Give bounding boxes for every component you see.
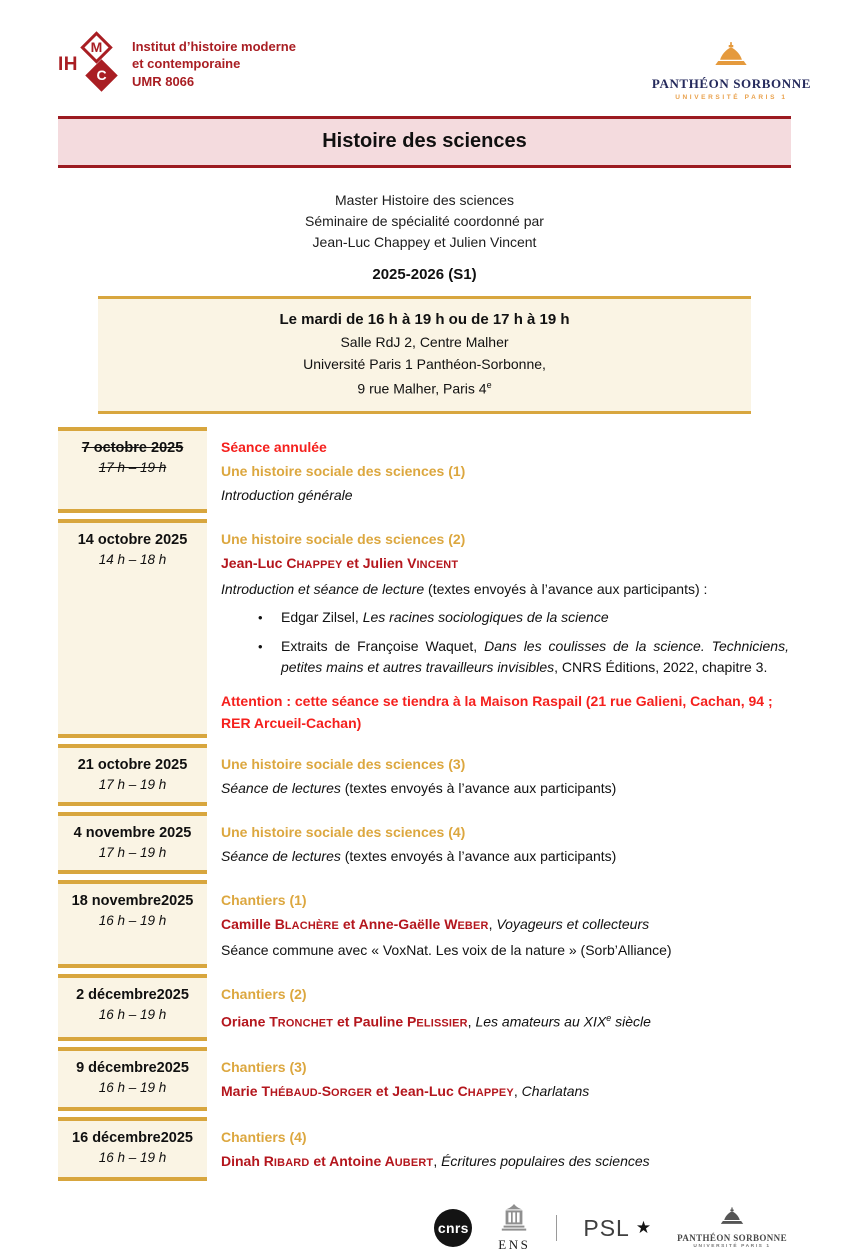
- session-line: [221, 485, 789, 506]
- cnrs-logo: cnrs: [434, 1209, 472, 1247]
- session-line: [221, 529, 789, 550]
- text-segment: Une histoire sociale des sciences (1): [221, 463, 466, 480]
- session-date-cell: [58, 880, 207, 968]
- text-segment: Introduction générale: [221, 487, 353, 504]
- session-row: [58, 812, 791, 874]
- session-row: [58, 427, 791, 513]
- sorbonne-subtitle: UNIVERSITÉ PARIS 1: [675, 94, 788, 101]
- session-content: [207, 427, 791, 513]
- session-line: [221, 579, 789, 600]
- text-segment: ,: [488, 915, 497, 932]
- text-segment: (textes envoyés à l’avance aux participants): [340, 779, 617, 796]
- dome-icon: [710, 42, 752, 69]
- ihmc-label: [132, 38, 296, 91]
- session-line: [221, 1008, 789, 1035]
- text-segment: ELISSIER: [416, 1017, 468, 1030]
- bullet-text: [281, 636, 789, 679]
- session-line: [221, 754, 789, 775]
- text-segment: et Anne-Gaëlle W: [338, 915, 458, 932]
- session-row: [58, 519, 791, 738]
- text-segment: Séance de lectures: [221, 847, 341, 864]
- ens-label: ENS: [498, 1236, 531, 1252]
- session-line: [221, 778, 789, 799]
- psl-logo: [583, 1215, 651, 1242]
- session-line: [221, 890, 789, 911]
- text-segment: Une histoire sociale des sciences (2): [221, 531, 466, 548]
- text-segment: Edgar Zilsel,: [281, 609, 363, 626]
- text-segment: Séance annulée: [221, 439, 327, 456]
- session-row: [58, 1117, 791, 1181]
- text-segment: Camille B: [221, 915, 285, 932]
- ens-building-icon: [499, 1204, 529, 1231]
- ihmc-line-2: et contemporaine: [132, 56, 241, 72]
- session-date-cell: [58, 812, 207, 874]
- session-line: [221, 1151, 789, 1174]
- session-date-cell: [58, 427, 207, 513]
- bullet-icon: •: [258, 610, 263, 626]
- session-row: [58, 744, 791, 806]
- intro-line-2: Séminaire de spécialité coordonné par: [305, 213, 544, 229]
- session-date-cell: [58, 1047, 207, 1111]
- sorbonne-footer-name: PANTHÉON SORBONNE: [677, 1233, 787, 1244]
- session-date: 18 novembre2025: [71, 892, 194, 909]
- session-date: 2 décembre2025: [76, 986, 189, 1003]
- text-segment: HÉBAUD-: [270, 1087, 322, 1100]
- session-line: [221, 914, 789, 937]
- session-row: [58, 974, 791, 1042]
- text-segment: et Antoine A: [309, 1153, 395, 1170]
- page-title: Histoire des sciences: [322, 130, 527, 152]
- session-content: [207, 1117, 791, 1181]
- text-segment: Introduction et séance de lecture: [221, 581, 425, 598]
- session-line: [221, 846, 789, 867]
- text-segment: HAPPEY: [467, 1087, 514, 1100]
- text-segment: Chantiers (1): [221, 891, 307, 908]
- session-row: [58, 1047, 791, 1111]
- text-segment: ORGER: [331, 1087, 373, 1100]
- session-list: [58, 427, 791, 1181]
- text-segment: Charlatans: [521, 1083, 590, 1100]
- session-content: [207, 812, 791, 874]
- session-date-cell: [58, 1117, 207, 1181]
- session-time: 17 h – 19 h: [98, 776, 167, 792]
- session-content: [207, 880, 791, 968]
- text-segment: (textes envoyés à l’avance aux participants) :: [424, 581, 708, 598]
- session-time: 16 h – 19 h: [98, 912, 167, 928]
- session-date: 7 octobre 2025: [81, 440, 184, 457]
- session-line: [221, 984, 789, 1005]
- session-line: [221, 822, 789, 843]
- text-segment: Les amateurs au XIX: [475, 1013, 607, 1030]
- session-line: [221, 1127, 789, 1148]
- text-segment: Les racines sociologiques de la science: [362, 609, 609, 626]
- text-segment: UBERT: [394, 1157, 434, 1170]
- session-row: [58, 880, 791, 968]
- session-content: [207, 744, 791, 806]
- text-segment: Écritures populaires des sciences: [441, 1153, 650, 1170]
- session-line: [221, 1057, 789, 1078]
- bullet-text: [281, 607, 789, 629]
- bullet-icon: •: [258, 638, 263, 654]
- session-date: 21 octobre 2025: [77, 756, 188, 773]
- document-page: [0, 34, 849, 1259]
- session-date-cell: [58, 974, 207, 1042]
- info-schedule: Le mardi de 16 h à 19 h ou de 17 h à 19 h: [279, 311, 570, 328]
- star-icon: ★: [635, 1218, 652, 1238]
- text-segment: S: [321, 1083, 332, 1100]
- info-address: 9 rue Malher, Paris 4e: [357, 380, 492, 397]
- session-time: 17 h – 19 h: [98, 460, 167, 476]
- text-segment: e: [606, 1012, 612, 1023]
- dome-icon: [717, 1207, 747, 1227]
- text-segment: siècle: [611, 1013, 651, 1030]
- session-content: [207, 974, 791, 1042]
- text-segment: RONCHET: [277, 1017, 334, 1030]
- page-header: [58, 34, 811, 100]
- text-segment: Chantiers (4): [221, 1129, 307, 1146]
- text-segment: HAPPEY: [296, 559, 343, 572]
- session-line: [221, 1081, 789, 1104]
- session-time: 16 h – 19 h: [98, 1006, 167, 1022]
- text-segment: EBER: [457, 919, 489, 932]
- ihmc-m-diamond-icon: M: [80, 31, 113, 64]
- text-segment: Dinah R: [221, 1153, 274, 1170]
- ihmc-line-1: Institut d’histoire moderne: [132, 38, 296, 54]
- schedule-info-box: [98, 296, 751, 414]
- text-segment: INCENT: [416, 559, 459, 572]
- text-segment: , CNRS Éditions, 2022, chapitre 3.: [554, 659, 768, 676]
- session-date: 9 décembre2025: [76, 1060, 189, 1077]
- text-segment: et Pauline P: [333, 1013, 417, 1030]
- session-time: 16 h – 19 h: [98, 1080, 167, 1096]
- text-segment: Jean-Luc C: [221, 555, 297, 572]
- session-time: 14 h – 18 h: [98, 552, 167, 568]
- ihmc-c-diamond-icon: C: [85, 59, 118, 92]
- session-date-cell: [58, 744, 207, 806]
- text-segment: Une histoire sociale des sciences (4): [221, 823, 466, 840]
- partner-logos: [0, 1197, 787, 1259]
- text-segment: ,: [433, 1153, 442, 1170]
- ihmc-ih-text: IH: [58, 54, 78, 75]
- text-segment: Attention : cette séance se tiendra à la Maison Raspail (21 rue Galieni, Cachan, 94 ; RER Arcueil-Cachan): [221, 692, 773, 731]
- academic-year: 2025-2026 (S1): [372, 266, 477, 283]
- logo-separator: [556, 1215, 557, 1241]
- ihmc-diamond-icon: [58, 34, 120, 94]
- sorbonne-footer-subtitle: UNIVERSITÉ PARIS 1: [693, 1244, 771, 1250]
- session-line: [221, 461, 789, 482]
- text-segment: LACHÈRE: [284, 919, 339, 932]
- session-line: [221, 553, 789, 576]
- psl-label: PSL: [583, 1214, 630, 1241]
- info-university: Université Paris 1 Panthéon-Sorbonne,: [303, 355, 546, 372]
- session-date-cell: [58, 519, 207, 738]
- session-line: [221, 940, 789, 961]
- title-banner: [58, 116, 791, 168]
- address-superscript: e: [486, 380, 492, 390]
- pantheon-sorbonne-logo: [652, 42, 811, 101]
- text-segment: Séance de lectures: [221, 779, 341, 796]
- session-bullet-item: [251, 636, 789, 679]
- text-segment: Chantiers (2): [221, 985, 307, 1002]
- text-segment: Oriane T: [221, 1013, 278, 1030]
- intro-line-3: Jean-Luc Chappey et Julien Vincent: [312, 234, 537, 250]
- text-segment: Séance commune avec « VoxNat. Les voix de la nature » (Sorb’Alliance): [221, 941, 672, 958]
- text-segment: Une histoire sociale des sciences (3): [221, 755, 466, 772]
- info-room: Salle RdJ 2, Centre Malher: [340, 334, 509, 350]
- session-line: [221, 437, 789, 458]
- text-segment: et Julien V: [342, 555, 417, 572]
- session-content: [207, 519, 791, 738]
- text-segment: (textes envoyés à l’avance aux participants): [340, 847, 617, 864]
- session-date: 16 décembre2025: [72, 1130, 193, 1147]
- text-segment: et Jean-Luc C: [372, 1083, 468, 1100]
- intro-line-1: Master Histoire des sciences: [335, 192, 514, 208]
- pantheon-sorbonne-footer-logo: [677, 1207, 787, 1249]
- session-time: 16 h – 19 h: [98, 1150, 167, 1166]
- text-segment: ,: [467, 1013, 476, 1030]
- ens-logo: [498, 1204, 530, 1253]
- text-segment: Marie T: [221, 1083, 271, 1100]
- text-segment: Extraits de Françoise Waquet,: [281, 637, 485, 654]
- session-bullet-item: [251, 607, 789, 629]
- ihmc-line-3: UMR 8066: [132, 73, 195, 89]
- text-segment: ,: [513, 1083, 522, 1100]
- ihmc-logo: [58, 34, 296, 94]
- sorbonne-name: PANTHÉON SORBONNE: [651, 76, 811, 91]
- text-segment: Voyageurs et collecteurs: [496, 915, 650, 932]
- text-segment: Dans les coulisses de la science. Techniciens, petites mains et autres travailleurs invisibles: [281, 637, 789, 676]
- session-attention-note: [221, 690, 789, 734]
- session-time: 17 h – 19 h: [98, 844, 167, 860]
- session-date: 4 novembre 2025: [73, 824, 192, 841]
- session-date: 14 octobre 2025: [77, 532, 188, 549]
- text-segment: Chantiers (3): [221, 1059, 307, 1076]
- intro-block: [0, 190, 849, 285]
- session-content: [207, 1047, 791, 1111]
- text-segment: IBARD: [273, 1157, 310, 1170]
